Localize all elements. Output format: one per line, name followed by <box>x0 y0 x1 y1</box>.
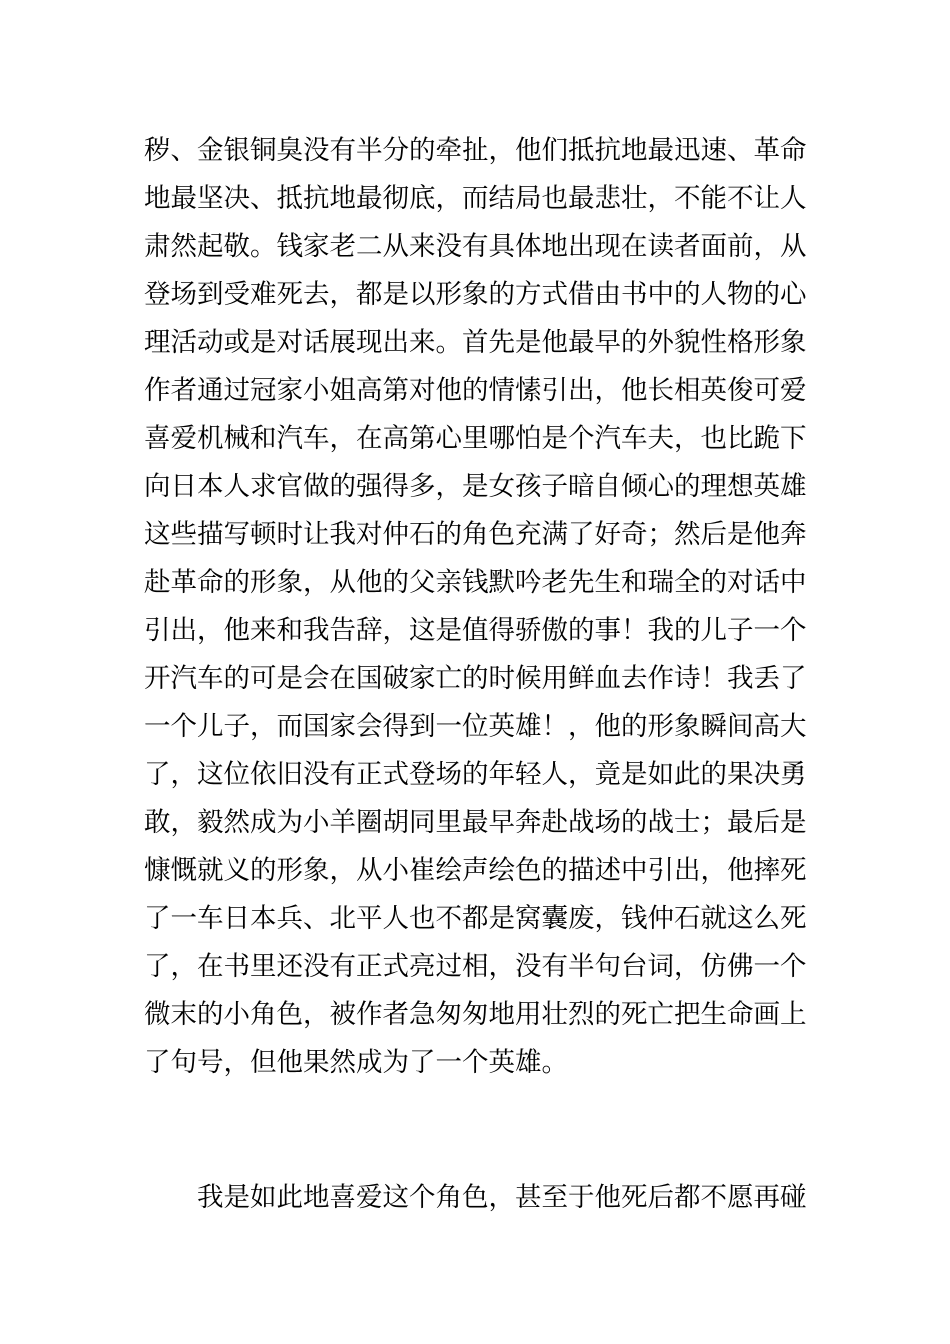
text-line: 地最坚决、抵抗地最彻底，而结局也最悲壮，不能不让人 <box>144 183 807 214</box>
text-line: 喜爱机械和汽车，在高第心里哪怕是个汽车夫，也比跪下 <box>144 423 807 454</box>
text-line: 微末的小角色，被作者急匆匆地用壮烈的死亡把生命画上 <box>144 999 807 1030</box>
text-line: 作者通过冠家小姐高第对他的情愫引出，他长相英俊可爱 <box>144 375 807 406</box>
text-line: 了句号，但他果然成为了一个英雄。 <box>144 1047 568 1078</box>
text-line: 引出，他来和我告辞，这是值得骄傲的事！我的儿子一个 <box>144 615 807 646</box>
text-line: 理活动或是对话展现出来。首先是他最早的外貌性格形象 <box>144 327 807 358</box>
paragraph-1 <box>144 127 814 1087</box>
text-line: 开汽车的可是会在国破家亡的时候用鲜血去作诗！我丢了 <box>144 663 807 694</box>
text-line: 肃然起敬。钱家老二从来没有具体地出现在读者面前，从 <box>144 231 807 262</box>
text-line: 这些描写顿时让我对仲石的角色充满了好奇；然后是他奔 <box>144 519 807 550</box>
text-line: 秽、金银铜臭没有半分的牵扯，他们抵抗地最迅速、革命 <box>144 135 807 166</box>
text-line: 了，这位依旧没有正式登场的年轻人，竟是如此的果决勇 <box>144 759 807 790</box>
text-line: 敢，毅然成为小羊圈胡同里最早奔赴战场的战士；最后是 <box>144 807 807 838</box>
text-line: 慷慨就义的形象，从小崔绘声绘色的描述中引出，他摔死 <box>144 855 807 886</box>
paragraph-2 <box>144 1174 814 1222</box>
text-line: 赴革命的形象，从他的父亲钱默吟老先生和瑞全的对话中 <box>144 567 807 598</box>
text-line: 登场到受难死去，都是以形象的方式借由书中的人物的心 <box>144 279 807 310</box>
text-line: 了，在书里还没有正式亮过相，没有半句台词，仿佛一个 <box>144 951 807 982</box>
text-line: 向日本人求官做的强得多，是女孩子暗自倾心的理想英雄 <box>144 471 807 502</box>
text-line: 了一车日本兵、北平人也不都是窝囊废，钱仲石就这么死 <box>144 903 807 934</box>
text-line: 一个儿子，而国家会得到一位英雄！，他的形象瞬间高大 <box>144 711 807 742</box>
text-line: 我是如此地喜爱这个角色，甚至于他死后都不愿再碰 <box>197 1182 807 1213</box>
